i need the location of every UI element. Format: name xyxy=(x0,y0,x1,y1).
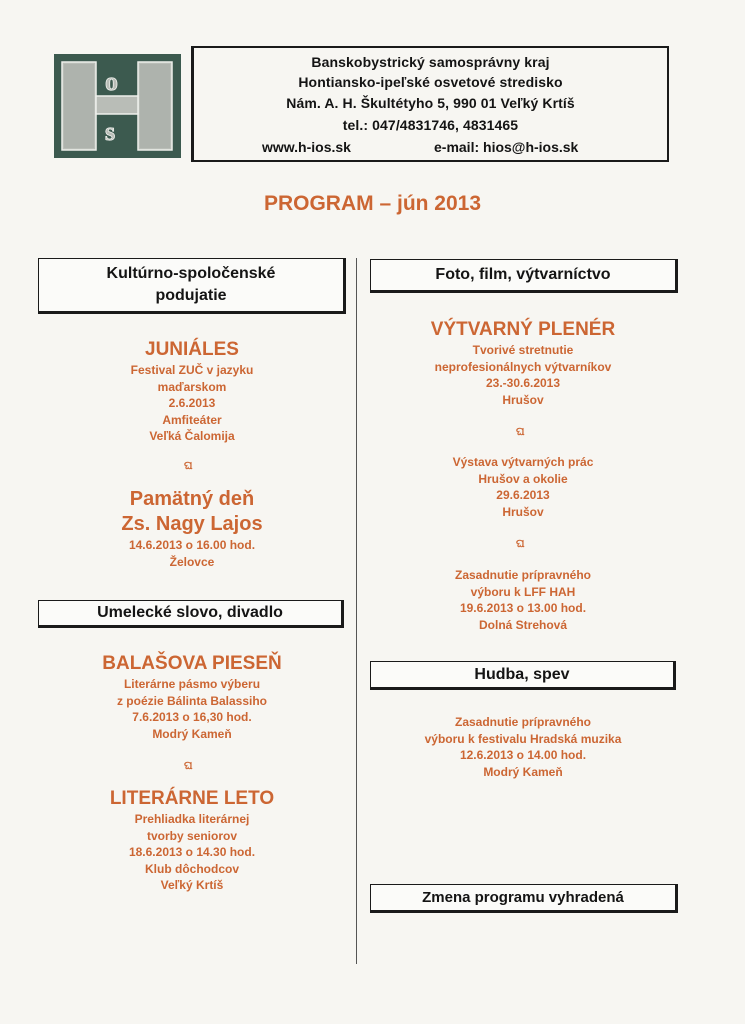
event-hradska-muzika-committee xyxy=(368,714,678,780)
header-line-phone: tel.: 047/4831746, 4831465 xyxy=(342,117,519,133)
event-line: Zasadnutie prípravného xyxy=(454,568,592,582)
hios-logo xyxy=(54,54,181,158)
section-header-cultural-line2: podujatie xyxy=(155,287,227,304)
program-change-notice: Zmena programu vyhradená xyxy=(370,884,678,913)
event-line: 12.6.2013 o 14.00 hod. xyxy=(459,748,587,762)
ornament-icon: ଘ xyxy=(184,460,193,472)
event-line: Klub dôchodcov xyxy=(145,861,239,876)
header-line-address: Nám. A. H. Škultétyho 5, 990 01 Veľký Krtíš xyxy=(286,95,575,111)
ornament-icon: ଘ xyxy=(516,426,525,438)
ornament-icon: ଘ xyxy=(516,538,525,550)
event-line: 7.6.2013 o 16,30 hod. xyxy=(132,710,252,724)
hios-logo-graphic xyxy=(54,54,181,158)
event-line: výboru k LFF HAH xyxy=(470,584,576,599)
page-title: PROGRAM – jún 2013 xyxy=(263,192,482,215)
column-divider xyxy=(356,258,357,964)
event-line: neprofesionálnych výtvarníkov xyxy=(434,359,612,374)
event-line: výboru k festivalu Hradská muzika xyxy=(424,731,622,746)
event-line: Želovce xyxy=(169,554,215,569)
event-line: Modrý Kameň xyxy=(152,726,232,741)
event-line: Amfiteáter xyxy=(162,412,222,427)
section-header-music: Hudba, spev xyxy=(370,661,676,690)
event-line: Výstava výtvarných prác xyxy=(452,455,594,469)
section-header-literary: Umelecké slovo, divadlo xyxy=(38,600,344,628)
event-title: VÝTVARNÝ PLENÉR xyxy=(430,319,616,340)
event-line: Hrušov xyxy=(502,392,544,407)
event-line: Dolná Strehová xyxy=(478,617,568,632)
header-line-institution: Hontiansko-ipeľské osvetové stredisko xyxy=(298,74,563,90)
event-title: Pamätný deň xyxy=(129,488,255,510)
event-line: Veľký Krtíš xyxy=(160,878,224,892)
event-title: BALAŠOVA PIESEŇ xyxy=(102,653,282,674)
event-line: Modrý Kameň xyxy=(483,764,563,779)
svg-text:o: o xyxy=(105,67,118,96)
event-line: Tvorivé stretnutie xyxy=(472,343,574,357)
event-art-exhibition xyxy=(368,454,678,520)
event-line: Literárne pásmo výberu xyxy=(123,677,261,691)
event-memorial-day xyxy=(38,487,346,570)
event-line: Hrušov a okolie xyxy=(478,471,568,486)
event-line: 18.6.2013 o 14.30 hod. xyxy=(128,845,256,859)
event-title: Zs. Nagy Lajos xyxy=(121,513,263,535)
event-line: 2.6.2013 xyxy=(168,396,216,410)
event-line: 23.-30.6.2013 xyxy=(485,376,561,390)
event-line: 14.6.2013 o 16.00 hod. xyxy=(128,538,256,552)
event-title: JUNIÁLES xyxy=(145,339,239,360)
event-line: maďarskom xyxy=(157,379,227,394)
event-literary-summer xyxy=(38,787,346,894)
event-art-plenair xyxy=(368,318,678,408)
header-line-region: Banskobystrický samosprávny kraj xyxy=(311,54,550,70)
event-line: tvorby seniorov xyxy=(146,828,238,843)
section-header-cultural xyxy=(38,258,346,314)
header-website[interactable]: www.h-ios.sk xyxy=(262,139,351,155)
header-email[interactable]: e-mail: hios@h-ios.sk xyxy=(434,139,579,155)
event-title: LITERÁRNE LETO xyxy=(109,788,275,809)
event-line: Hrušov xyxy=(502,504,544,519)
event-line: z poézie Bálinta Balassiho xyxy=(116,693,268,708)
event-line: Zasadnutie prípravného xyxy=(454,715,592,729)
section-header-cultural-line1: Kultúrno-spoločenské xyxy=(106,265,276,282)
event-lff-committee xyxy=(368,567,678,633)
event-line: 29.6.2013 xyxy=(496,488,550,502)
event-line: Prehliadka literárnej xyxy=(134,812,250,826)
event-line: Veľká Čalomija xyxy=(149,429,235,443)
ornament-icon: ଘ xyxy=(184,760,193,772)
header-box xyxy=(191,46,669,162)
section-header-photo-film: Foto, film, výtvarníctvo xyxy=(370,259,678,293)
event-balassa-song xyxy=(38,652,346,742)
event-line: Festival ZUČ v jazyku xyxy=(130,363,254,377)
event-junialis xyxy=(38,338,346,445)
svg-text:s: s xyxy=(105,117,116,146)
event-line: 19.6.2013 o 13.00 hod. xyxy=(459,601,587,615)
